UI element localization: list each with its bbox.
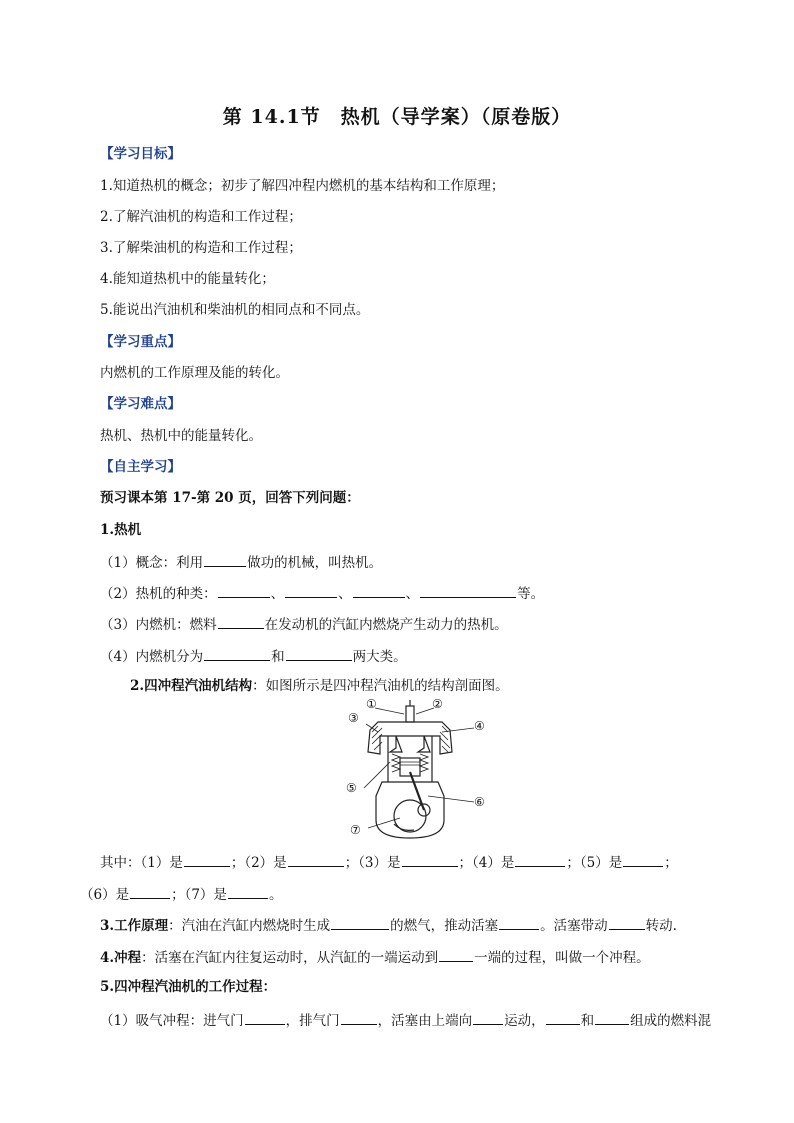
q2-heading: 2.四冲程汽油机结构 <box>130 678 253 694</box>
section-self-study-heading: 【自主学习】 <box>100 459 181 475</box>
q1-b-prefix: （2）热机的种类： <box>100 586 217 602</box>
intake-valve <box>390 736 402 752</box>
part-label: ；（4）是 <box>458 855 515 871</box>
separator: 、 <box>270 586 285 602</box>
goal-item: 3.了解柴油机的构造和工作过程； <box>100 240 302 256</box>
parts-line-2 <box>80 884 282 904</box>
page-title: 第 14.1节 热机（导学案）（原卷版） <box>222 106 572 128</box>
figure-label: ⑦ <box>350 823 361 837</box>
figure-label: ② <box>432 697 443 711</box>
crankcase <box>376 782 444 838</box>
figure-label: ⑥ <box>474 795 485 809</box>
section-difficult-heading: 【学习难点】 <box>100 396 181 412</box>
answer-blank[interactable] <box>473 1010 503 1025</box>
q5-heading-line <box>100 978 276 996</box>
part-label: ；（7）是 <box>171 887 227 903</box>
part-label: （6）是 <box>80 887 130 903</box>
section-key-heading: 【学习重点】 <box>100 334 181 350</box>
q5-text: （1）吸气冲程：进气门 <box>100 1013 244 1029</box>
answer-blank[interactable] <box>228 884 268 899</box>
preview-instruction: 预习课本第 17-第 20 页，回答下列问题： <box>100 490 360 506</box>
q1-d <box>100 646 407 666</box>
answer-blank[interactable] <box>286 646 352 661</box>
answer-blank[interactable] <box>609 915 645 930</box>
q3-text: 。活塞带动 <box>540 918 608 934</box>
q1-d-middle: 和 <box>271 649 285 665</box>
separator: 、 <box>338 586 352 602</box>
figure-label: ③ <box>348 711 359 725</box>
q1-a <box>100 552 382 572</box>
separator: 、 <box>405 586 420 602</box>
engine-diagram <box>330 692 490 842</box>
q1-a-prefix: （1）概念：利用 <box>100 555 204 571</box>
q4-text: 一端的过程，叫做一个冲程。 <box>474 950 650 966</box>
q3-text: 转动. <box>645 918 677 934</box>
goal-item: 1.知道热机的概念；初步了解四冲程内燃机的基本结构和工作原理； <box>100 178 505 194</box>
q1-d-suffix: 两大类。 <box>352 649 407 665</box>
q4-text: ：活塞在汽缸内往复运动时，从汽缸的一端运动到 <box>141 950 439 966</box>
q1-c <box>100 614 508 634</box>
q3-heading: 3.工作原理 <box>100 918 169 934</box>
q5-a <box>100 1010 711 1030</box>
answer-blank[interactable] <box>285 583 337 598</box>
q2-text: ：如图所示是四冲程汽油机的结构剖面图。 <box>252 678 509 694</box>
answer-blank[interactable] <box>499 915 539 930</box>
q4-heading: 4.冲程 <box>100 950 142 966</box>
q3-text: ：汽油在汽缸内燃烧时生成 <box>168 918 331 934</box>
exhaust-valve <box>418 736 430 752</box>
answer-blank[interactable] <box>595 1010 629 1025</box>
answer-blank[interactable] <box>402 852 458 867</box>
answer-blank[interactable] <box>623 852 663 867</box>
q1-heading: 1.热机 <box>100 522 142 538</box>
answer-blank[interactable] <box>130 884 170 899</box>
section-goals-heading: 【学习目标】 <box>100 146 181 162</box>
parts-line-1 <box>100 852 678 872</box>
figure-label: ① <box>366 697 377 711</box>
parts-intro: 其中： <box>100 855 141 871</box>
part-label: ；（2）是 <box>230 855 287 871</box>
key-text: 内燃机的工作原理及能的转化。 <box>100 365 289 381</box>
figure-label: ④ <box>474 719 485 733</box>
answer-blank[interactable] <box>245 1010 285 1025</box>
valve-spring <box>392 754 400 772</box>
q5-colon: ： <box>262 979 277 995</box>
q5-heading: 5.四冲程汽油机的工作过程 <box>100 979 263 995</box>
q1-c-prefix: （3）内燃机：燃料 <box>100 617 217 633</box>
figure-label: ⑤ <box>346 781 357 795</box>
spark-plug <box>406 706 414 722</box>
answer-blank[interactable] <box>184 852 230 867</box>
answer-blank[interactable] <box>204 646 270 661</box>
q1-d-prefix: （4）内燃机分为 <box>100 649 204 665</box>
answer-blank[interactable] <box>515 852 565 867</box>
punctuation: 。 <box>268 887 283 903</box>
q5-text: ，活塞由上端向 <box>377 1013 473 1029</box>
goal-item: 5.能说出汽油机和柴油机的相同点和不同点。 <box>100 302 370 318</box>
part-label: ；（3）是 <box>344 855 401 871</box>
q3-text: 的燃气，推动活塞 <box>390 918 499 934</box>
q1-c-suffix: 在发动机的汽缸内燃烧产生动力的热机。 <box>264 617 508 633</box>
answer-blank[interactable] <box>439 947 473 962</box>
q5-text: 和 <box>580 1013 595 1029</box>
punctuation: ； <box>664 855 678 871</box>
answer-blank[interactable] <box>218 614 264 629</box>
answer-blank[interactable] <box>546 1010 580 1025</box>
q1-b <box>100 583 544 603</box>
answer-blank[interactable] <box>341 1010 377 1025</box>
answer-blank[interactable] <box>288 852 344 867</box>
goal-item: 2.了解汽油机的构造和工作过程； <box>100 209 302 225</box>
q1-b-suffix: 等。 <box>517 586 545 602</box>
answer-blank[interactable] <box>218 583 270 598</box>
answer-blank[interactable] <box>420 583 516 598</box>
q1-a-suffix: 做功的机械，叫热机。 <box>247 555 383 571</box>
answer-blank[interactable] <box>331 915 389 930</box>
answer-blank[interactable] <box>353 583 405 598</box>
difficult-text: 热机、热机中的能量转化。 <box>100 428 262 444</box>
q5-text: ，排气门 <box>285 1013 340 1029</box>
q5-text: 运动， <box>504 1013 545 1029</box>
q5-text: 组成的燃料混 <box>630 1013 712 1029</box>
q3-line <box>100 915 677 935</box>
q4-line <box>100 947 650 967</box>
part-label: ；（5）是 <box>566 855 623 871</box>
answer-blank[interactable] <box>204 552 246 567</box>
cylinder-head <box>368 722 452 754</box>
part-label: （1）是 <box>140 855 183 871</box>
head-hatching <box>372 726 450 752</box>
goal-item: 4.能知道热机中的能量转化； <box>100 271 275 287</box>
valve-spring <box>420 754 428 772</box>
